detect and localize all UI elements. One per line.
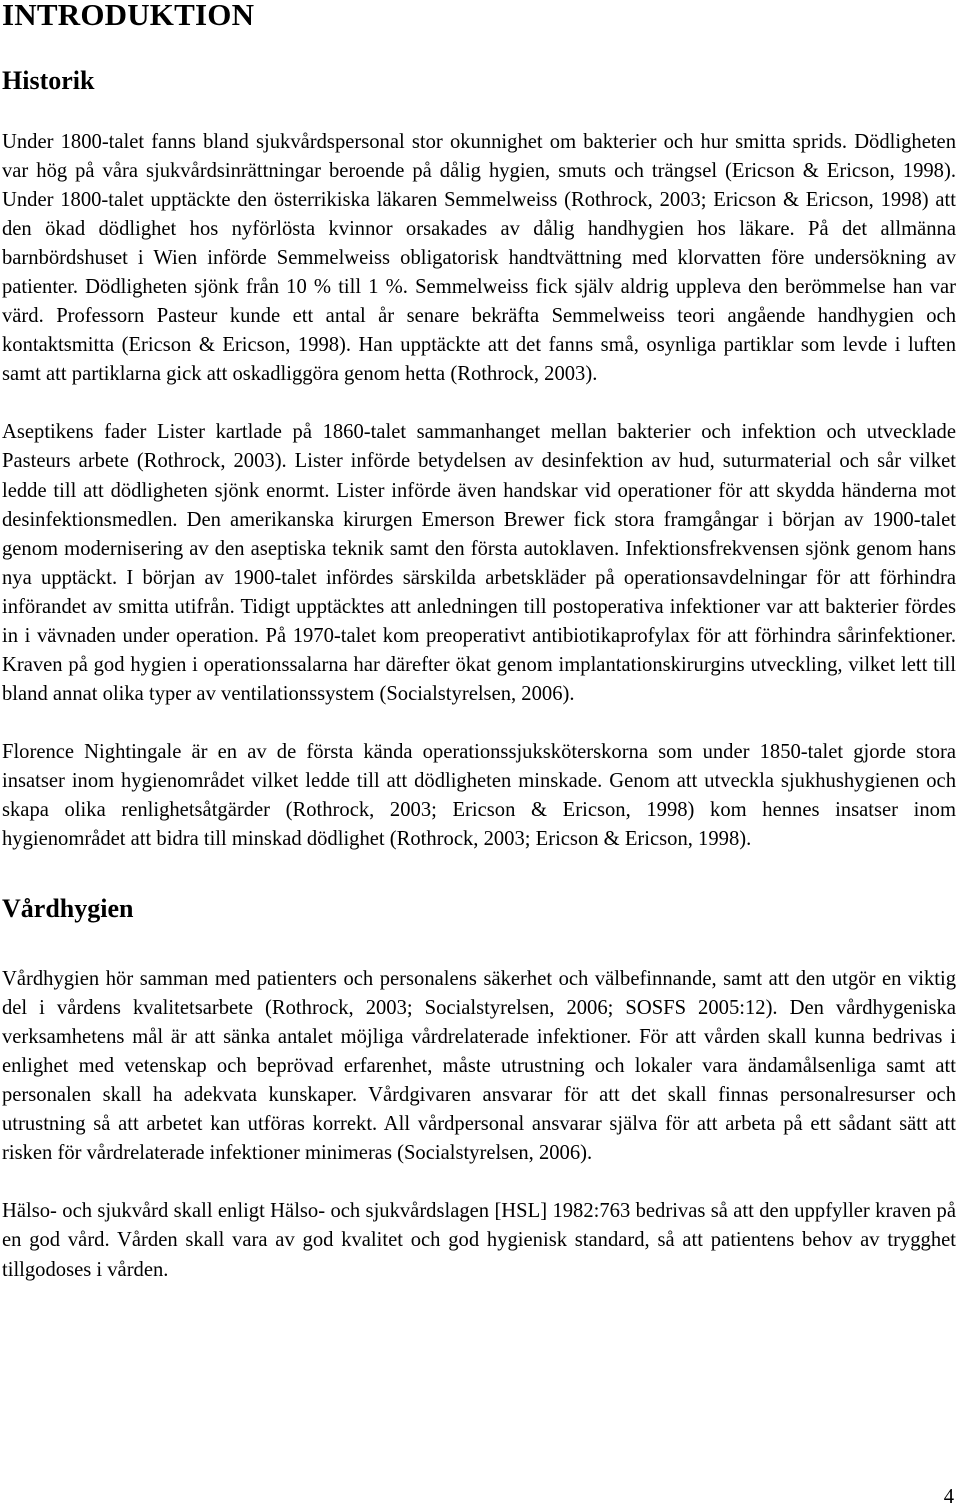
paragraph: Vårdhygien hör samman med patienters och personalens säkerhet och välbefinnande, samt att den utgör en viktig del i vårdens kvalitetsarbete (Rothrock, 2003; Socialstyrelsen, 2006; SOSFS 2005:12). Den vårdhygeniska verksamhetens mål är att sänka antalet möjliga vårdrelaterade infektioner. För att vården skall kunna bedrivas i enlighet med vetenskap och beprövad erfarenhet, måste utrustning och lokaler vara ändamålsenliga samt att personalen skall ha adekvata kunskaper. Vårdgivaren ansvarar för att det skall finnas personalresurser och utrustning så att arbetet kan utföras korrekt. All vårdpersonal ansvarar själva för att arbeta på ett sådant sätt att risken för vårdrelaterade infektioner minimeras (Socialstyrelsen, 2006).	[2, 968, 956, 1165]
document-page	[2, 0, 956, 1285]
paragraph: Hälso- och sjukvård skall enligt Hälso- och sjukvårdslagen [HSL] 1982:763 bedrivas så att den uppfyller kraven på en god vård. Vården skall vara av god kvalitet och god hygienisk standard, så att patientens behov av trygghet tillgodoses i vården.	[2, 1200, 956, 1281]
paragraph: Aseptikens fader Lister kartlade på 1860-talet sammanhanget mellan bakterier och infektion och utvecklade Pasteurs arbete (Rothrock, 2003). Lister införde betydelsen av desinfektion av hud, suturmaterial och sår vilket ledde till att dödligheten sjönk enormt. Lister införde även handskar vid operationer för att skydda händerna mot desinfektionsmedlen. Den amerikanska kirurgen Emerson Brewer fick stora framgångar i början av 1900-talet genom modernisering av den aseptiska teknik samt den första autoklaven. Infektionsfrekvensen sjönk genom hans nya upptäckt. I början av 1900-talet infördes särskilda arbetskläder på operationsavdelningar för att förhindra införandet av smitta utifrån. Tidigt upptäcktes att anledningen till postoperativa infektioner var att bakterier fördes in i vävnaden under operation. På 1970-talet kom preoperativt antibiotikaprofylax för att förhindra sårinfektioner. Kraven på god hygien i operationssalarna har därefter ökat genom implantationskirurgins utveckling, vilket lett till bland annat olika typer av ventilationssystem (Socialstyrelsen, 2006).	[2, 421, 956, 705]
document-title: INTRODUKTION	[2, 0, 255, 32]
paragraph: Florence Nightingale är en av de första kända operationssjuksköterskorna som under 1850-talet gjorde stora insatser inom hygienområdet vilket ledde till att dödligheten minskade. Genom att utveckla sjukhushygienen och skapa olika renlighetsåtgärder (Rothrock, 2003; Ericson & Ericson, 1998) kom hennes insatser inom hygienområdet att bidra till minskad dödlighet (Rothrock, 2003; Ericson & Ericson, 1998).	[2, 740, 956, 851]
paragraph: Under 1800-talet fanns bland sjukvårdspersonal stor okunnighet om bakterier och hur smitta sprids. Dödligheten var hög på våra sjukvårdsinrättningar beroende på dålig hygien, smuts och trängsel (Ericson & Ericson, 1998). Under 1800-talet upptäckte den österrikiska läkaren Semmelweiss (Rothrock, 2003; Ericson & Ericson, 1998) att den ökad dödlighet hos nyförlösta kvinnor orsakades av dålig handhygien hos läkare. På det allmänna barnbördshuset i Wien införde Semmelweiss obligatorisk handtvättning med klorvatten före undersökning av patienter. Dödligheten sjönk från 10 % till 1 %. Semmelweiss fick själv aldrig uppleva den berömmelse han var värd. Professorn Pasteur kunde ett antal år senare bekräfta Semmelweiss teori angående handhygien och kontaktsmitta (Ericson & Ericson, 1998). Han upptäckte att det fanns små, osynliga partiklar som levde i luften samt att partiklarna gick att oskadliggöra genom hetta (Rothrock, 2003).	[2, 131, 956, 386]
section-heading-vardhygien: Vårdhygien	[2, 894, 134, 924]
section-heading-historik: Historik	[2, 66, 95, 95]
page-number: 4	[943, 1486, 954, 1508]
